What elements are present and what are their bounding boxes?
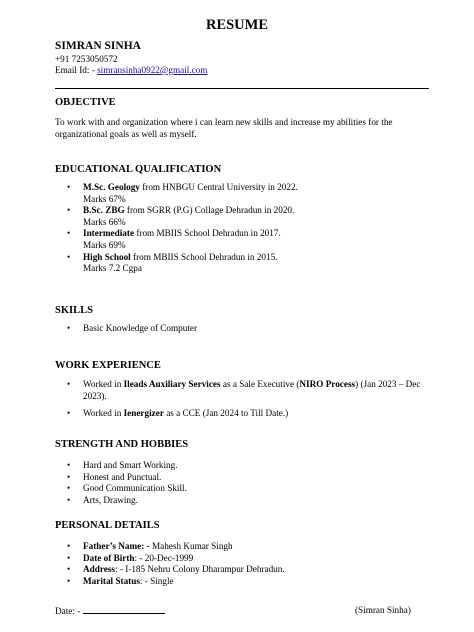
personal-list	[55, 541, 285, 587]
personal-label: Marital Status	[83, 575, 140, 586]
personal-label: Address	[83, 564, 115, 575]
company-name: Ileads Auxiliary Services	[123, 379, 221, 389]
hobby-item	[55, 460, 187, 472]
experience-pre: Worked in	[83, 408, 124, 419]
hobby-item	[55, 483, 187, 495]
hobby-text: Honest and Punctual.	[83, 471, 162, 482]
education-item	[55, 228, 298, 251]
experience-item	[55, 408, 420, 420]
education-item	[55, 182, 298, 205]
email-label: Email Id: -	[55, 65, 95, 75]
objective-heading: OBJECTIVE	[55, 97, 116, 108]
degree-detail: from MBIIS School Dehradun in 2015.	[130, 251, 278, 262]
personal-item	[55, 564, 285, 576]
education-item	[55, 205, 298, 228]
hobbies-heading: STRENGTH AND HOBBIES	[55, 439, 189, 450]
bullet-icon: •	[67, 575, 71, 586]
degree-marks: Marks 69%	[83, 239, 126, 250]
date-blank	[83, 605, 165, 614]
experience-pre: Worked in	[83, 379, 124, 389]
hobby-item	[55, 472, 187, 484]
personal-value: : - Single	[139, 575, 174, 586]
candidate-name: SIMRAN SINHA	[55, 40, 141, 52]
experience-role: as a CCE (Jan 2024 to Till Date.)	[163, 408, 289, 419]
personal-item	[55, 541, 285, 553]
education-item	[55, 252, 298, 275]
personal-item	[55, 553, 285, 565]
bullet-icon: •	[67, 460, 71, 470]
experience-list	[55, 379, 420, 420]
skills-heading: SKILLS	[55, 305, 93, 316]
degree-name: Intermediate	[83, 228, 135, 239]
hobby-text: Good Communication Skill.	[83, 483, 187, 494]
company-name: Ienergizer	[123, 408, 164, 419]
skills-list	[55, 323, 197, 335]
bullet-icon: •	[67, 323, 71, 333]
bullet-icon: •	[67, 205, 71, 216]
bullet-icon: •	[67, 182, 71, 192]
signature-name: (Simran Sinha)	[355, 605, 411, 615]
personal-item	[55, 576, 285, 588]
bullet-icon: •	[67, 251, 71, 262]
degree-marks: Marks 67%	[83, 193, 126, 204]
bullet-icon: •	[67, 228, 71, 239]
bullet-icon: •	[67, 379, 71, 389]
personal-heading: PERSONAL DETAILS	[55, 520, 160, 531]
experience-dates-cont: 2023).	[83, 390, 107, 401]
date-line	[55, 605, 165, 616]
degree-name: M.Sc. Geology	[83, 182, 140, 192]
hobby-text: Arts, Drawing.	[83, 494, 138, 505]
education-list	[55, 182, 298, 275]
skill-item	[55, 323, 197, 335]
degree-name: High School	[83, 251, 131, 262]
degree-name: B.Sc. ZBG	[83, 205, 125, 216]
personal-label: Date of Birth	[83, 552, 135, 563]
hobbies-list	[55, 460, 187, 506]
personal-value: Mahesh Kumar Singh	[149, 541, 233, 551]
header-divider	[55, 88, 429, 89]
education-heading: EDUCATIONAL QUALIFICATION	[55, 164, 222, 175]
bullet-icon: •	[67, 541, 71, 551]
date-label: Date: -	[55, 606, 81, 616]
experience-dates: ) (Jan 2023 – Dec	[355, 379, 421, 389]
degree-detail: from SGRR (P.G) Collage Dehradun in 2020.	[124, 205, 295, 216]
experience-role: as a Sale Executive (	[220, 379, 300, 389]
bullet-icon: •	[67, 494, 71, 505]
degree-detail: from HNBGU Central University in 2022.	[139, 182, 298, 192]
hobby-text: Hard and Smart Working.	[83, 460, 178, 470]
objective-text-1: To work with and organization where i can learn new skills and increase my abilities for the	[55, 117, 393, 127]
personal-value: : - 20-Dec-1999	[134, 552, 194, 563]
process-name: NIRO Process	[299, 379, 356, 389]
experience-item	[55, 379, 420, 402]
hobby-item	[55, 495, 187, 507]
degree-marks: Marks 66%	[83, 216, 126, 227]
resume-title: RESUME	[205, 17, 269, 33]
email-link[interactable]: simransinha0922@gmail.com	[97, 65, 208, 75]
bullet-icon: •	[67, 408, 71, 419]
experience-heading: WORK EXPERIENCE	[55, 360, 161, 371]
bullet-icon: •	[67, 564, 71, 575]
bullet-icon: •	[67, 471, 71, 482]
skill-text: Basic Knowledge of Computer	[83, 323, 198, 333]
degree-detail: from MBIIS School Dehradun in 2017.	[134, 228, 281, 239]
personal-label: Father’s Name: -	[83, 541, 150, 551]
personal-value: : - I-185 Nehru Colony Dharampur Dehradun.	[115, 564, 285, 575]
phone-number: +91 7253050572	[55, 54, 118, 64]
bullet-icon: •	[67, 552, 71, 563]
objective-text-2: organizational goals as well as myself.	[55, 129, 197, 139]
bullet-icon: •	[67, 483, 71, 494]
email-line	[55, 65, 207, 75]
degree-marks: Marks 7.2 Cgpa	[83, 263, 142, 274]
